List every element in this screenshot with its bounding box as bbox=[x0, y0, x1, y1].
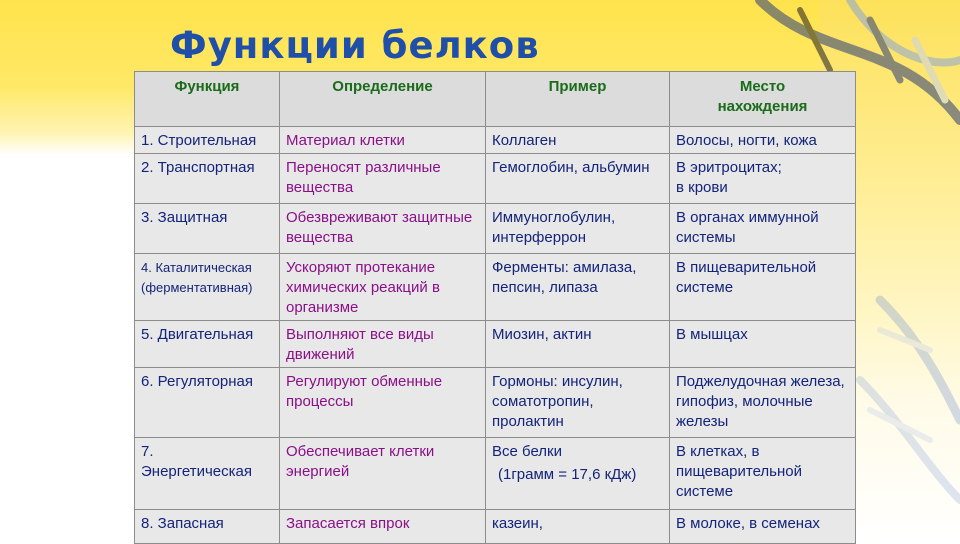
header-location bbox=[670, 72, 856, 127]
header-location-line: Место bbox=[739, 78, 786, 95]
cell-definition: Ускоряют протекание химических реакций в организме bbox=[280, 254, 486, 321]
cell-function: 6. Регуляторная bbox=[135, 368, 280, 438]
cell-function bbox=[135, 438, 280, 510]
table-row bbox=[135, 254, 856, 321]
table-row bbox=[135, 204, 856, 254]
cell-example: Ферменты: амилаза, пепсин, липаза bbox=[486, 254, 670, 321]
cell-location-line: в крови bbox=[676, 179, 728, 196]
cell-location: В мышцах bbox=[670, 321, 856, 368]
page-title: Функции белков bbox=[170, 24, 540, 67]
cell-location: Волосы, ногти, кожа bbox=[670, 127, 856, 154]
cell-definition: Переносят различные вещества bbox=[280, 154, 486, 204]
cell-definition: Обеспечивает клетки энергией bbox=[280, 438, 486, 510]
cell-location: В пищеварительной системе bbox=[670, 254, 856, 321]
cell-location: В органах иммунной системы bbox=[670, 204, 856, 254]
table-row bbox=[135, 438, 856, 510]
cell-definition: Регулируют обменные процессы bbox=[280, 368, 486, 438]
cell-function: 8. Запасная bbox=[135, 510, 280, 544]
cell-function: 2. Транспортная bbox=[135, 154, 280, 204]
cell-definition: Материал клетки bbox=[280, 127, 486, 154]
cell-example-line: пролактин bbox=[492, 413, 564, 430]
header-example: Пример bbox=[486, 72, 670, 127]
cell-definition: Выполняют все виды движений bbox=[280, 321, 486, 368]
cell-location: Поджелудочная железа, гипофиз, молочные железы bbox=[670, 368, 856, 438]
cell-example-line: (1грамм = 17,6 кДж) bbox=[498, 466, 637, 483]
cell-function-line: 7. bbox=[141, 443, 154, 460]
cell-function-line: 4. Каталитическая bbox=[141, 260, 252, 275]
cell-example: Гемоглобин, альбумин bbox=[486, 154, 670, 204]
cell-example bbox=[486, 204, 670, 254]
cell-function: 1. Строительная bbox=[135, 127, 280, 154]
table-row bbox=[135, 127, 856, 154]
cell-example: Миозин, актин bbox=[486, 321, 670, 368]
cell-example-line: Все белки bbox=[492, 443, 562, 460]
cell-example-line: Иммуноглобулин, bbox=[492, 209, 616, 226]
cell-example-line: Гормоны: инсулин, bbox=[492, 373, 623, 390]
header-location-line: нахождения bbox=[717, 98, 808, 115]
cell-example: Коллаген bbox=[486, 127, 670, 154]
table-row bbox=[135, 321, 856, 368]
cell-example: казеин, bbox=[486, 510, 670, 544]
cell-location bbox=[670, 154, 856, 204]
table-header-row bbox=[135, 72, 856, 127]
table-row bbox=[135, 154, 856, 204]
header-function: Функция bbox=[135, 72, 280, 127]
cell-function: 5. Двигательная bbox=[135, 321, 280, 368]
cell-function-line: Энергетическая bbox=[141, 463, 252, 480]
cell-example-line: соматотропин, bbox=[492, 393, 594, 410]
protein-functions-table bbox=[134, 71, 856, 544]
table-row bbox=[135, 510, 856, 544]
cell-function-line: (ферментативная) bbox=[141, 280, 253, 295]
cell-example bbox=[486, 368, 670, 438]
cell-definition: Обезвреживают защитные вещества bbox=[280, 204, 486, 254]
cell-example-line: интерферрон bbox=[492, 229, 587, 246]
cell-definition: Запасается впрок bbox=[280, 510, 486, 544]
header-definition: Определение bbox=[280, 72, 486, 127]
cell-function bbox=[135, 254, 280, 321]
cell-location: В молоке, в семенах bbox=[670, 510, 856, 544]
cell-location: В клетках, в пищеварительной системе bbox=[670, 438, 856, 510]
cell-example bbox=[486, 438, 670, 510]
cell-function: 3. Защитная bbox=[135, 204, 280, 254]
cell-location-line: В эритроцитах; bbox=[676, 159, 782, 176]
table-row bbox=[135, 368, 856, 438]
